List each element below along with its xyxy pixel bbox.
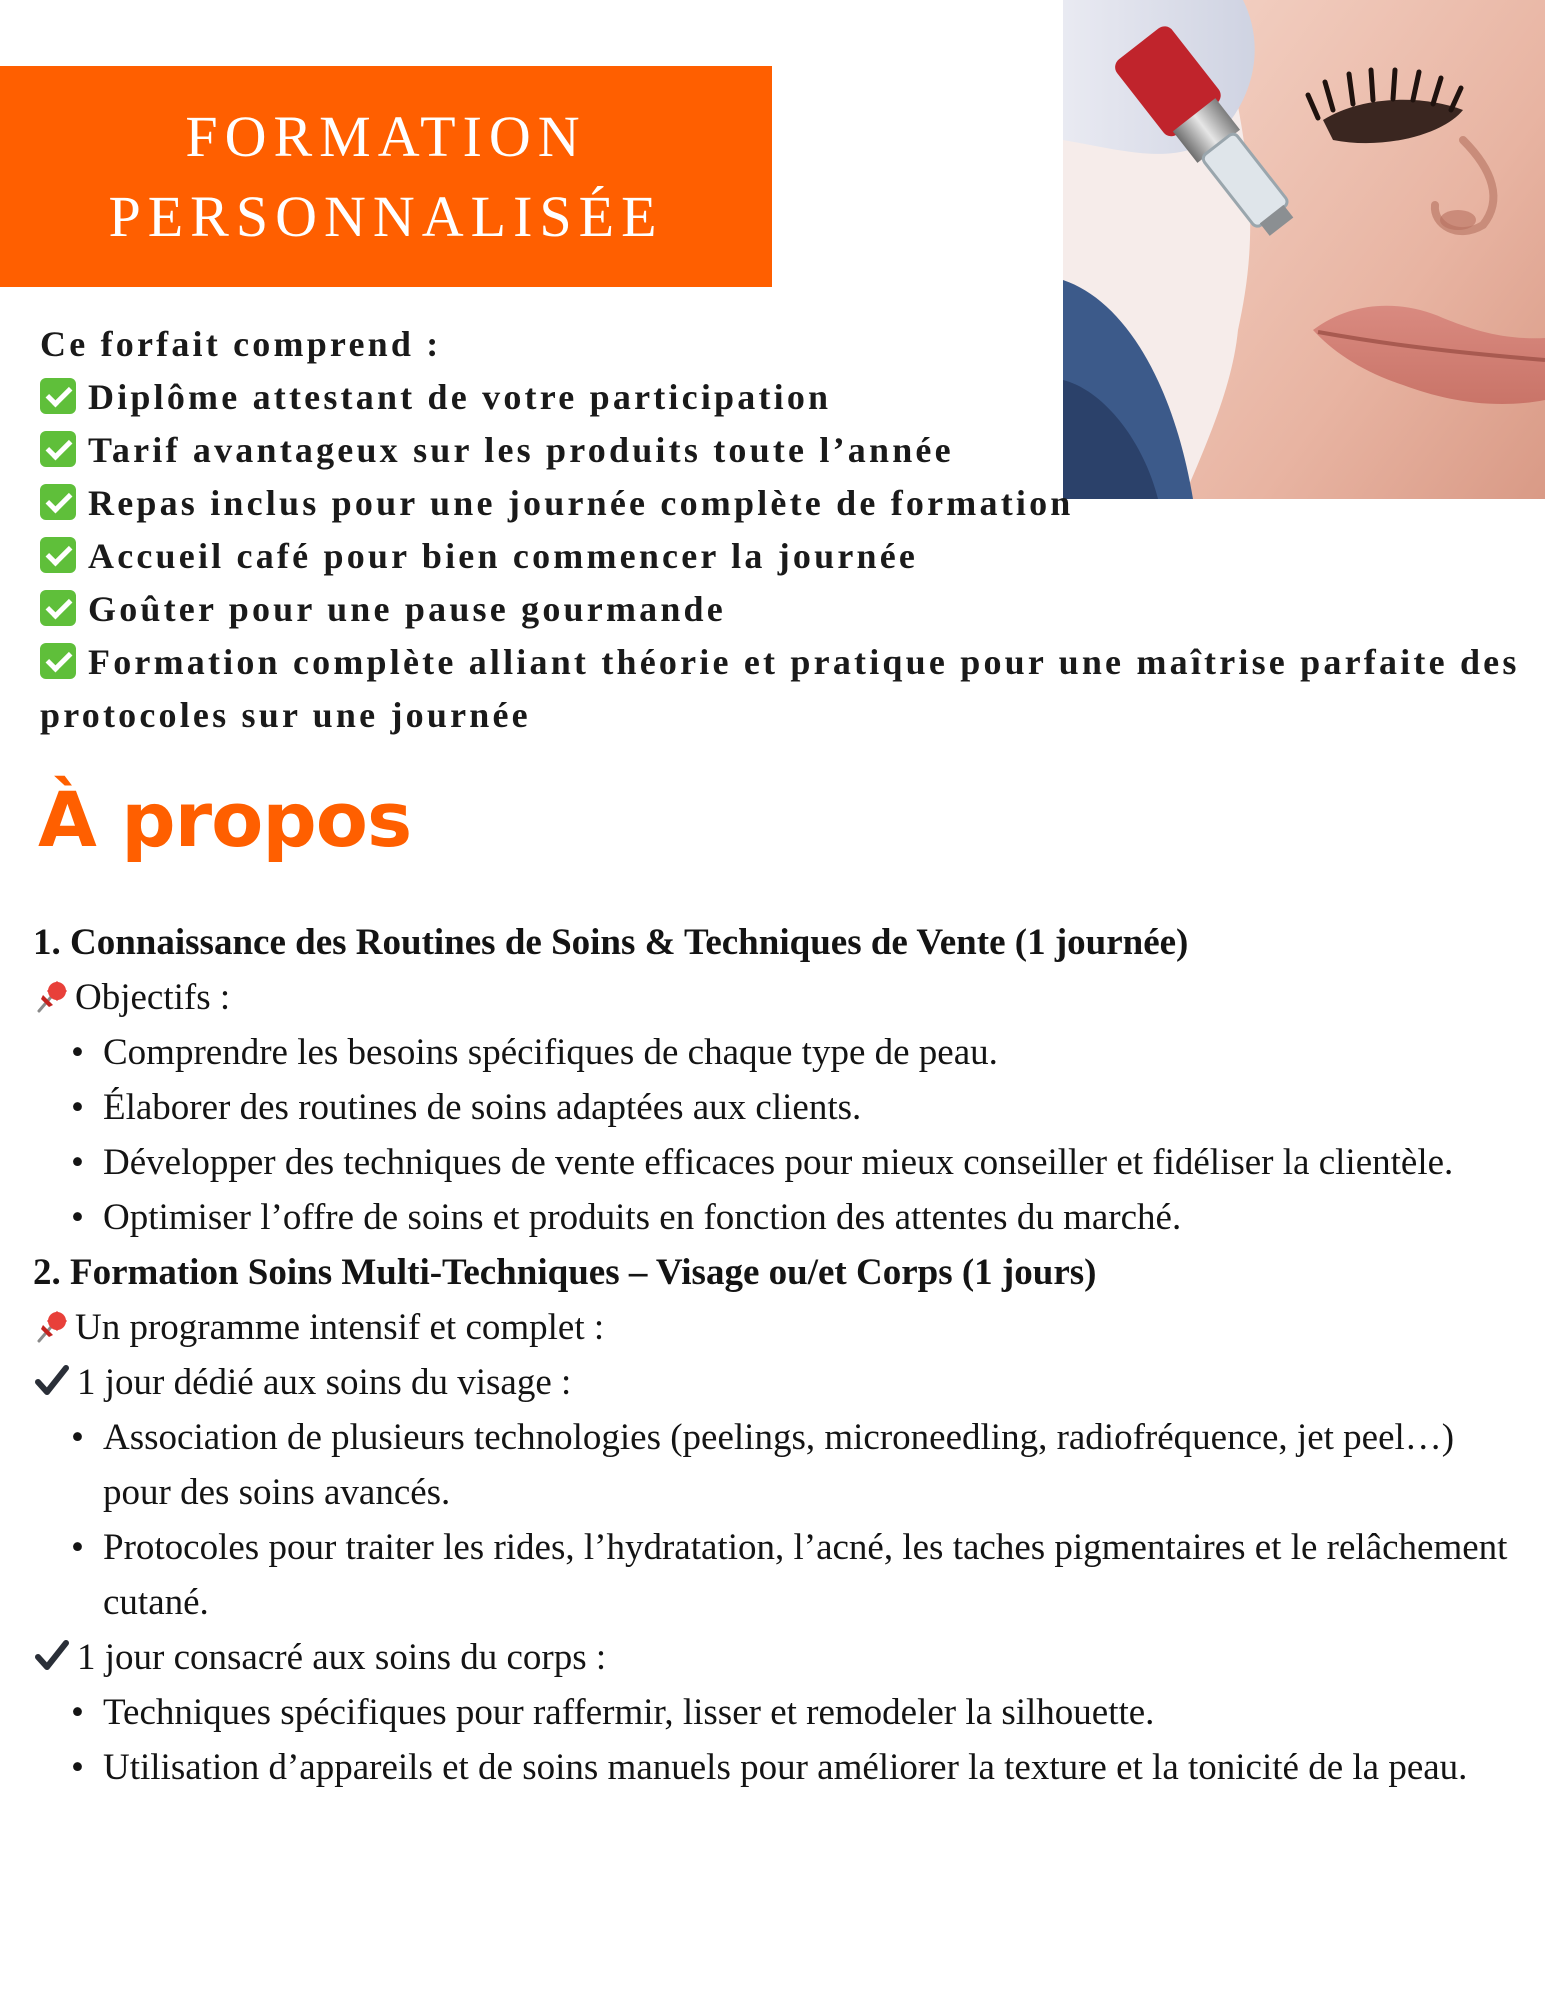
list-item: Tarif avantageux sur les produits toute l’année [40, 424, 1520, 477]
about-content [33, 915, 1523, 1795]
check-mark-icon [40, 643, 76, 679]
list-item: • Développer des techniques de vente efficaces pour mieux conseiller et fidéliser la clientèle. [103, 1135, 1523, 1190]
check-mark-icon [40, 484, 76, 520]
about-title: À propos [38, 775, 412, 864]
list-item: Formation complète alliant théorie et pratique pour une maîtrise parfaite des protocoles sur une journée [40, 642, 1520, 735]
package-includes [40, 318, 1520, 742]
section1-objectives: Objectifs : [33, 970, 1523, 1025]
checkmark-icon [33, 1637, 71, 1675]
day1-label: 1 jour dédié aux soins du visage : [33, 1355, 1523, 1410]
section2-program: Un programme intensif et complet : [33, 1300, 1523, 1355]
list-item: • Élaborer des routines de soins adaptées aux clients. [103, 1080, 1523, 1135]
check-mark-icon [40, 590, 76, 626]
includes-intro: Ce forfait comprend : [40, 324, 442, 364]
list-item: • Utilisation d’appareils et de soins manuels pour améliorer la texture et la tonicité de la peau. [103, 1740, 1523, 1795]
list-item: Diplôme attestant de votre participation [40, 371, 1520, 424]
list-item: • Comprendre les besoins spécifiques de chaque type de peau. [103, 1025, 1523, 1080]
section1-heading: 1. Connaissance des Routines de Soins & Techniques de Vente (1 journée) [33, 922, 1189, 963]
banner-title-line1: FORMATION [185, 103, 587, 169]
checkmark-icon [33, 1362, 71, 1400]
list-item: Goûter pour une pause gourmande [40, 583, 1520, 636]
check-mark-icon [40, 537, 76, 573]
list-item: • Association de plusieurs technologies (peelings, microneedling, radiofréquence, jet peel…) pour des soins avancés. [103, 1410, 1523, 1520]
day2-bullets [33, 1685, 1523, 1795]
check-mark-icon [40, 378, 76, 414]
pushpin-icon [33, 977, 71, 1015]
list-item: Accueil café pour bien commencer la journée [40, 530, 1520, 583]
day1-bullets [33, 1410, 1523, 1630]
section1-bullets [33, 1025, 1523, 1245]
list-item: • Techniques spécifiques pour raffermir, lisser et remodeler la silhouette. [103, 1685, 1523, 1740]
list-item: Repas inclus pour une journée complète de formation [40, 477, 1520, 530]
section2-heading: 2. Formation Soins Multi-Techniques – Visage ou/et Corps (1 jours) [33, 1252, 1097, 1293]
list-item: • Protocoles pour traiter les rides, l’hydratation, l’acné, les taches pigmentaires et le relâchement cutané. [103, 1520, 1523, 1630]
list-item: • Optimiser l’offre de soins et produits en fonction des attentes du marché. [103, 1190, 1523, 1245]
banner-title-line2: PERSONNALISÉE [108, 183, 664, 249]
day2-label: 1 jour consacré aux soins du corps : [33, 1630, 1523, 1685]
pushpin-icon [33, 1307, 71, 1345]
title-banner [0, 66, 772, 287]
check-mark-icon [40, 431, 76, 467]
